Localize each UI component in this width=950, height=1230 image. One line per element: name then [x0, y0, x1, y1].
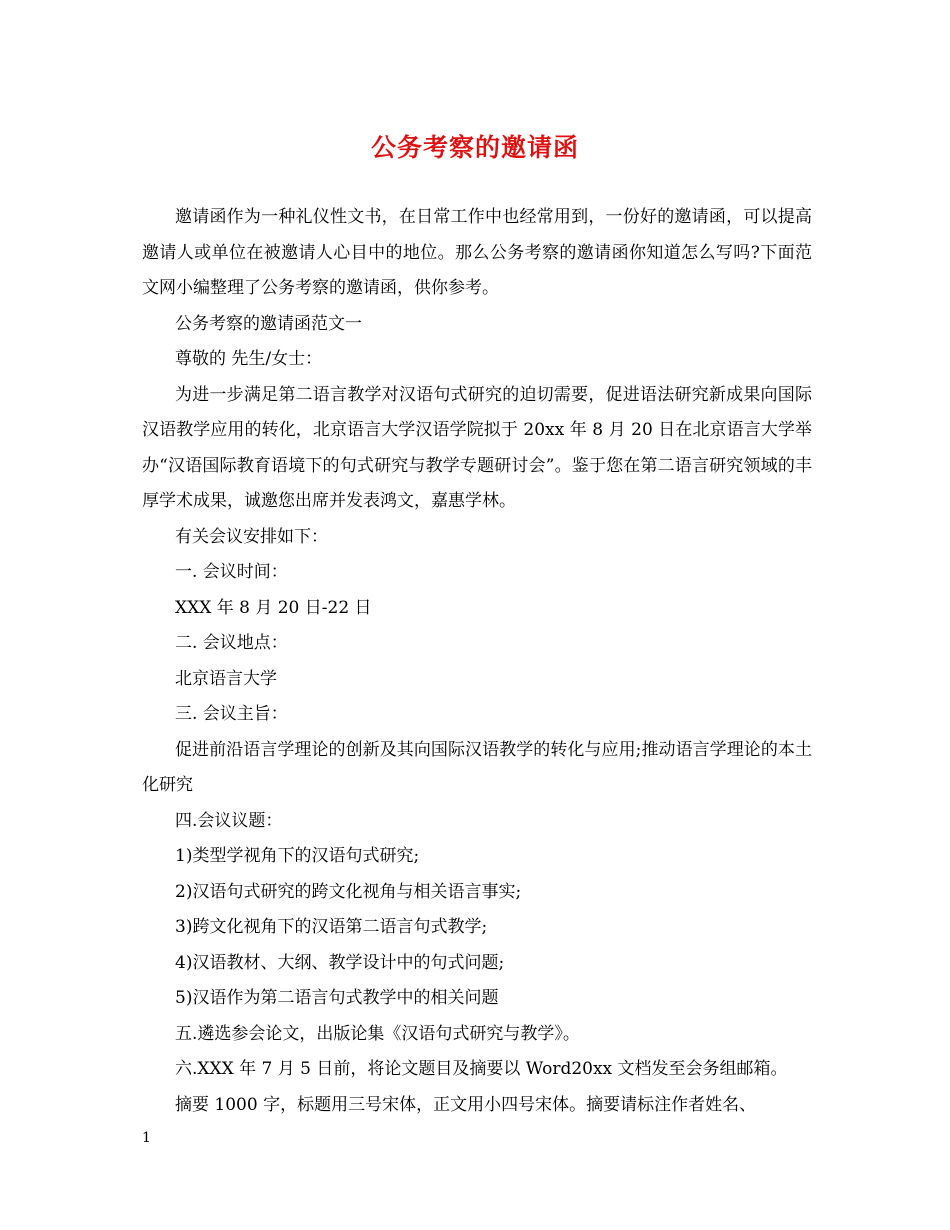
abstract-requirements: 摘要 1000 字，标题用三号宋体，正文用小四号宋体。摘要请标注作者姓名、 — [175, 1094, 757, 1115]
topic-item: 1)类型学视角下的汉语句式研究; — [175, 846, 420, 866]
sample-heading: 公务考察的邀请函范文一 — [175, 313, 362, 334]
section-time-value: XXX 年 8 月 20 日-22 日 — [175, 597, 372, 618]
topic-item: 2)汉语句式研究的跨文化视角与相关语言事实; — [175, 881, 522, 902]
topic-item: 3)跨文化视角下的汉语第二语言句式教学; — [175, 917, 488, 937]
intro-paragraph: 邀请函作为一种礼仪性文书，在日常工作中也经常用到，一份好的邀请函，可以提高邀请人或单位在被邀请人心目中的地位。那么公务考察的邀请函你知道怎么写吗?下面范文网小编整理了公务考察的邀请函，供你参考。 — [142, 207, 812, 298]
document-title: 公务考察的邀请函 — [370, 133, 579, 162]
section-topics-heading: 四.会议议题： — [175, 810, 283, 831]
topic-item: 5)汉语作为第二语言句式教学中的相关问题 — [175, 988, 499, 1008]
document-body — [142, 200, 812, 1123]
section-papers: 五.遴选参会论文，出版论集《汉语句式研究与教学》。 — [175, 1023, 580, 1044]
topic-item: 4)汉语教材、大纲、教学设计中的句式问题; — [175, 952, 505, 973]
section-purpose-value: 促进前沿语言学理论的创新及其向国际汉语教学的转化与应用;推动语言学理论的本土化研究 — [142, 739, 812, 795]
page-number: 1 — [142, 1130, 151, 1146]
section-deadline: 六.XXX 年 7 月 5 日前，将论文题目及摘要以 Word20xx 文档发至会务组邮箱。 — [175, 1059, 788, 1079]
section-time-heading: 一. 会议时间： — [175, 562, 288, 582]
arrangement-heading: 有关会议安排如下： — [175, 526, 328, 547]
section-location-heading: 二. 会议地点： — [175, 633, 288, 653]
salutation: 尊敬的 先生/女士： — [175, 349, 323, 369]
section-purpose-heading: 三. 会议主旨： — [175, 704, 288, 724]
invitation-paragraph: 为进一步满足第二语言教学对汉语句式研究的迫切需要，促进语法研究新成果向国际汉语教学应用的转化，北京语言大学汉语学院拟于 20xx 年 8 月 20 日在北京语言大学举办“汉语国际教育语境下的句式研究与教学专题研讨会”。鉴于您在第二语言研究领域的丰厚学术成果，诚邀您出席并发表鸿文，嘉惠学林。 — [142, 384, 812, 511]
section-location-value: 北京语言大学 — [175, 668, 277, 689]
